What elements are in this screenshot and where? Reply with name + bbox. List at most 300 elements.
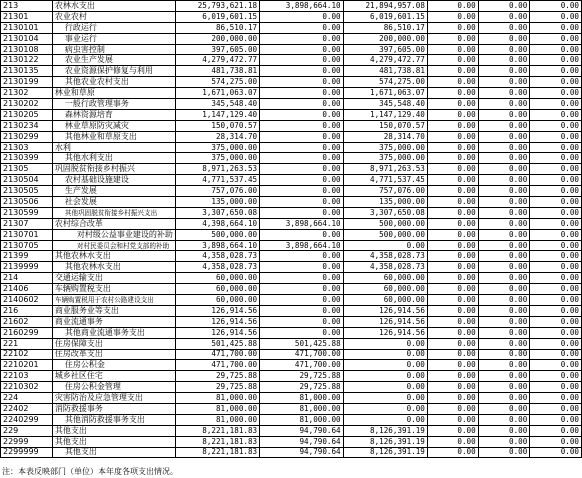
amount-cell: 0.00 <box>478 142 530 153</box>
subject-name-cell: 车辆购置税支出 <box>52 284 175 295</box>
amount-cell: 4,358,028.73 <box>343 262 427 273</box>
amount-cell: 8,126,391.19 <box>343 436 427 447</box>
table-row <box>1 327 582 338</box>
amount-cell: 0.00 <box>260 33 344 44</box>
amount-cell: 81,000.00 <box>175 393 259 404</box>
amount-cell: 8,221,181.83 <box>175 425 259 436</box>
amount-cell: 0.00 <box>478 197 530 208</box>
amount-cell: 375,000.00 <box>175 142 259 153</box>
amount-cell: 0.00 <box>478 175 530 186</box>
amount-cell: 0.00 <box>343 393 427 404</box>
amount-cell: 0.00 <box>260 295 344 306</box>
amount-cell: 21,894,957.08 <box>343 1 427 12</box>
amount-cell: 0.00 <box>478 349 530 360</box>
amount-cell: 0.00 <box>478 77 530 88</box>
amount-cell: 126,914.56 <box>175 305 259 316</box>
subject-code-cell: 2130701 <box>1 229 53 240</box>
amount-cell: 0.00 <box>478 436 530 447</box>
amount-cell: 0.00 <box>478 55 530 66</box>
subject-name-cell: 林业和草原 <box>52 88 175 99</box>
amount-cell: 8,126,391.19 <box>343 425 427 436</box>
subject-code-cell: 2130205 <box>1 109 53 120</box>
amount-cell: 0.00 <box>530 229 582 240</box>
amount-cell: 126,914.56 <box>343 316 427 327</box>
table-row <box>1 1 582 12</box>
table-footnote: 注：本表反映部门（单位）本年度各项支出情况。 <box>2 467 178 476</box>
amount-cell: 8,221,181.83 <box>175 436 259 447</box>
amount-cell: 150,070.57 <box>343 120 427 131</box>
amount-cell: 81,000.00 <box>260 414 344 425</box>
amount-cell: 471,700.00 <box>175 349 259 360</box>
subject-name-cell: 其他农林水支出 <box>52 262 175 273</box>
table-row <box>1 436 582 447</box>
amount-cell: 0.00 <box>427 229 478 240</box>
amount-cell: 94,790.64 <box>260 436 344 447</box>
amount-cell: 471,700.00 <box>175 360 259 371</box>
table-row <box>1 371 582 382</box>
amount-cell: 6,019,601.15 <box>343 11 427 22</box>
amount-cell: 0.00 <box>478 153 530 164</box>
subject-code-cell: 2130506 <box>1 197 53 208</box>
amount-cell: 0.00 <box>478 44 530 55</box>
amount-cell: 0.00 <box>427 360 478 371</box>
amount-cell: 0.00 <box>478 22 530 33</box>
subject-code-cell: 2210201 <box>1 360 53 371</box>
amount-cell: 0.00 <box>530 316 582 327</box>
table-row <box>1 77 582 88</box>
amount-cell: 4,771,537.45 <box>175 175 259 186</box>
amount-cell: 0.00 <box>427 164 478 175</box>
amount-cell: 0.00 <box>530 175 582 186</box>
amount-cell: 0.00 <box>530 88 582 99</box>
amount-cell: 0.00 <box>530 403 582 414</box>
amount-cell: 0.00 <box>260 22 344 33</box>
amount-cell: 126,914.56 <box>175 316 259 327</box>
amount-cell: 0.00 <box>427 327 478 338</box>
subject-name-cell: 病虫害控制 <box>52 44 175 55</box>
amount-cell: 0.00 <box>427 55 478 66</box>
subject-code-cell: 21303 <box>1 142 53 153</box>
subject-name-cell: 住房改革支出 <box>52 349 175 360</box>
amount-cell: 0.00 <box>530 186 582 197</box>
amount-cell: 0.00 <box>260 109 344 120</box>
table-row <box>1 207 582 218</box>
subject-code-cell: 2130705 <box>1 240 53 251</box>
amount-cell: 60,000.00 <box>175 273 259 284</box>
amount-cell: 0.00 <box>478 360 530 371</box>
amount-cell: 0.00 <box>530 33 582 44</box>
table-row <box>1 109 582 120</box>
amount-cell: 0.00 <box>260 186 344 197</box>
subject-name-cell: 其他消防救援事务支出 <box>52 414 175 425</box>
amount-cell: 0.00 <box>478 251 530 262</box>
subject-code-cell: 21301 <box>1 11 53 22</box>
amount-cell: 0.00 <box>530 1 582 12</box>
amount-cell: 0.00 <box>530 382 582 393</box>
amount-cell: 0.00 <box>478 229 530 240</box>
amount-cell: 0.00 <box>427 414 478 425</box>
table-body <box>1 1 582 458</box>
amount-cell: 1,147,129.40 <box>175 109 259 120</box>
table-row <box>1 22 582 33</box>
table-row <box>1 175 582 186</box>
amount-cell: 0.00 <box>343 371 427 382</box>
subject-name-cell: 住房公积金 <box>52 360 175 371</box>
amount-cell: 0.00 <box>478 403 530 414</box>
amount-cell: 3,898,664.10 <box>260 1 344 12</box>
table-row <box>1 44 582 55</box>
amount-cell: 3,898,664.10 <box>175 240 259 251</box>
subject-code-cell: 22102 <box>1 349 53 360</box>
amount-cell: 0.00 <box>260 327 344 338</box>
amount-cell: 0.00 <box>427 295 478 306</box>
subject-name-cell: 社会发展 <box>52 197 175 208</box>
subject-code-cell: 21302 <box>1 88 53 99</box>
amount-cell: 0.00 <box>427 207 478 218</box>
amount-cell: 0.00 <box>478 284 530 295</box>
amount-cell: 375,000.00 <box>343 142 427 153</box>
amount-cell: 126,914.56 <box>175 327 259 338</box>
amount-cell: 0.00 <box>260 164 344 175</box>
amount-cell: 0.00 <box>478 393 530 404</box>
amount-cell: 0.00 <box>478 371 530 382</box>
amount-cell: 0.00 <box>260 316 344 327</box>
subject-name-cell: 其他支出 <box>52 436 175 447</box>
subject-name-cell: 灾害防治及应急管理支出 <box>52 393 175 404</box>
subject-code-cell: 2130599 <box>1 207 53 218</box>
amount-cell: 0.00 <box>260 99 344 110</box>
subject-code-cell: 2130202 <box>1 99 53 110</box>
amount-cell: 25,793,621.18 <box>175 1 259 12</box>
amount-cell: 126,914.56 <box>343 305 427 316</box>
table-row <box>1 131 582 142</box>
amount-cell: 0.00 <box>260 77 344 88</box>
subject-code-cell: 2130399 <box>1 153 53 164</box>
amount-cell: 0.00 <box>260 55 344 66</box>
amount-cell: 8,971,263.53 <box>175 164 259 175</box>
subject-name-cell: 对村级公益事业建设的补助 <box>52 229 175 240</box>
subject-name-cell: 森林资源培育 <box>52 109 175 120</box>
amount-cell: 0.00 <box>530 284 582 295</box>
amount-cell: 86,510.17 <box>175 22 259 33</box>
table-row <box>1 153 582 164</box>
table-row <box>1 142 582 153</box>
amount-cell: 574,275.00 <box>175 77 259 88</box>
table-row <box>1 251 582 262</box>
amount-cell: 0.00 <box>260 284 344 295</box>
amount-cell: 0.00 <box>260 44 344 55</box>
amount-cell: 0.00 <box>530 338 582 349</box>
amount-cell: 29,725.88 <box>175 371 259 382</box>
amount-cell: 0.00 <box>530 327 582 338</box>
amount-cell: 500,000.00 <box>343 229 427 240</box>
table-row <box>1 393 582 404</box>
subject-code-cell: 2130101 <box>1 22 53 33</box>
table-row <box>1 349 582 360</box>
amount-cell: 81,000.00 <box>175 414 259 425</box>
amount-cell: 6,019,601.15 <box>175 11 259 22</box>
amount-cell: 4,771,537.45 <box>343 175 427 186</box>
amount-cell: 0.00 <box>343 360 427 371</box>
subject-code-cell: 2240299 <box>1 414 53 425</box>
table-row <box>1 284 582 295</box>
amount-cell: 4,279,472.77 <box>175 55 259 66</box>
subject-name-cell: 其他巩固脱贫衔接乡村振兴支出 <box>52 207 175 218</box>
amount-cell: 375,000.00 <box>343 153 427 164</box>
table-row <box>1 447 582 458</box>
amount-cell: 0.00 <box>260 142 344 153</box>
amount-cell: 0.00 <box>530 207 582 218</box>
table-row <box>1 425 582 436</box>
amount-cell: 0.00 <box>343 403 427 414</box>
amount-cell: 0.00 <box>427 218 478 229</box>
amount-cell: 0.00 <box>530 164 582 175</box>
amount-cell: 0.00 <box>530 142 582 153</box>
amount-cell: 94,790.64 <box>260 447 344 458</box>
amount-cell: 0.00 <box>427 436 478 447</box>
amount-cell: 0.00 <box>478 240 530 251</box>
subject-name-cell: 一般行政管理事务 <box>52 99 175 110</box>
amount-cell: 345,548.40 <box>343 99 427 110</box>
amount-cell: 0.00 <box>427 153 478 164</box>
amount-cell: 0.00 <box>427 251 478 262</box>
amount-cell: 0.00 <box>260 11 344 22</box>
amount-cell: 200,000.00 <box>343 33 427 44</box>
amount-cell: 0.00 <box>530 197 582 208</box>
amount-cell: 0.00 <box>260 207 344 218</box>
amount-cell: 0.00 <box>427 262 478 273</box>
subject-name-cell: 农村基础设施建设 <box>52 175 175 186</box>
amount-cell: 471,700.00 <box>260 349 344 360</box>
amount-cell: 0.00 <box>478 88 530 99</box>
amount-cell: 0.00 <box>260 131 344 142</box>
table-row <box>1 414 582 425</box>
subject-code-cell: 221 <box>1 338 53 349</box>
amount-cell: 28,314.70 <box>175 131 259 142</box>
amount-cell: 0.00 <box>530 218 582 229</box>
amount-cell: 60,000.00 <box>175 284 259 295</box>
amount-cell: 0.00 <box>478 207 530 218</box>
amount-cell: 1,671,063.07 <box>343 88 427 99</box>
amount-cell: 0.00 <box>478 295 530 306</box>
subject-code-cell: 22103 <box>1 371 53 382</box>
subject-code-cell: 2130135 <box>1 66 53 77</box>
table-row <box>1 360 582 371</box>
amount-cell: 0.00 <box>427 77 478 88</box>
amount-cell: 757,076.00 <box>175 186 259 197</box>
amount-cell: 150,070.57 <box>175 120 259 131</box>
amount-cell: 0.00 <box>260 262 344 273</box>
subject-code-cell: 21406 <box>1 284 53 295</box>
subject-name-cell: 其他林业和草原支出 <box>52 131 175 142</box>
amount-cell: 0.00 <box>478 99 530 110</box>
amount-cell: 0.00 <box>260 175 344 186</box>
table-row <box>1 33 582 44</box>
subject-name-cell: 林业草原防灾减灾 <box>52 120 175 131</box>
amount-cell: 4,358,028.73 <box>343 251 427 262</box>
amount-cell: 0.00 <box>343 382 427 393</box>
amount-cell: 500,000.00 <box>175 229 259 240</box>
amount-cell: 0.00 <box>530 414 582 425</box>
amount-cell: 0.00 <box>530 305 582 316</box>
subject-code-cell: 2139999 <box>1 262 53 273</box>
amount-cell: 0.00 <box>530 109 582 120</box>
amount-cell: 0.00 <box>260 229 344 240</box>
subject-code-cell: 2130108 <box>1 44 53 55</box>
table-row <box>1 99 582 110</box>
amount-cell: 4,279,472.77 <box>343 55 427 66</box>
amount-cell: 0.00 <box>478 66 530 77</box>
amount-cell: 29,725.88 <box>260 382 344 393</box>
amount-cell: 0.00 <box>427 403 478 414</box>
subject-code-cell: 213 <box>1 1 53 12</box>
subject-code-cell: 216 <box>1 305 53 316</box>
table-row <box>1 273 582 284</box>
amount-cell: 471,700.00 <box>260 360 344 371</box>
amount-cell: 0.00 <box>530 295 582 306</box>
amount-cell: 0.00 <box>427 393 478 404</box>
table-row <box>1 55 582 66</box>
amount-cell: 0.00 <box>427 120 478 131</box>
amount-cell: 0.00 <box>478 11 530 22</box>
subject-code-cell: 224 <box>1 393 53 404</box>
subject-name-cell: 商业流通事务 <box>52 316 175 327</box>
amount-cell: 0.00 <box>427 109 478 120</box>
subject-name-cell: 其他农林水支出 <box>52 251 175 262</box>
amount-cell: 8,126,391.19 <box>343 447 427 458</box>
amount-cell: 0.00 <box>260 251 344 262</box>
amount-cell: 0.00 <box>478 338 530 349</box>
subject-code-cell: 2130234 <box>1 120 53 131</box>
subject-name-cell: 消防救援事务 <box>52 403 175 414</box>
table-row <box>1 218 582 229</box>
amount-cell: 0.00 <box>343 414 427 425</box>
subject-name-cell: 商业服务业等支出 <box>52 305 175 316</box>
amount-cell: 60,000.00 <box>343 273 427 284</box>
subject-code-cell: 22402 <box>1 403 53 414</box>
table-row <box>1 120 582 131</box>
amount-cell: 0.00 <box>427 11 478 22</box>
subject-name-cell: 其他支出 <box>52 425 175 436</box>
amount-cell: 0.00 <box>260 273 344 284</box>
amount-cell: 3,898,664.10 <box>260 218 344 229</box>
subject-code-cell: 229 <box>1 425 53 436</box>
amount-cell: 3,307,650.08 <box>343 207 427 218</box>
subject-code-cell: 2130299 <box>1 131 53 142</box>
amount-cell: 0.00 <box>530 447 582 458</box>
amount-cell: 397,605.00 <box>175 44 259 55</box>
amount-cell: 3,307,650.08 <box>175 207 259 218</box>
amount-cell: 0.00 <box>478 120 530 131</box>
amount-cell: 0.00 <box>530 55 582 66</box>
table-row <box>1 164 582 175</box>
subject-name-cell: 其他支出 <box>52 447 175 458</box>
subject-code-cell: 2130505 <box>1 186 53 197</box>
subject-name-cell: 其他商业流通事务支出 <box>52 327 175 338</box>
subject-code-cell: 22999 <box>1 436 53 447</box>
amount-cell: 0.00 <box>343 338 427 349</box>
subject-code-cell: 2130122 <box>1 55 53 66</box>
subject-name-cell: 其他水利支出 <box>52 153 175 164</box>
subject-name-cell: 生产发展 <box>52 186 175 197</box>
amount-cell: 0.00 <box>427 1 478 12</box>
amount-cell: 0.00 <box>478 305 530 316</box>
amount-cell: 0.00 <box>478 1 530 12</box>
table-row <box>1 197 582 208</box>
amount-cell: 94,790.64 <box>260 425 344 436</box>
amount-cell: 4,358,028.73 <box>175 251 259 262</box>
amount-cell: 397,605.00 <box>343 44 427 55</box>
subject-code-cell: 21399 <box>1 251 53 262</box>
amount-cell: 126,914.56 <box>343 327 427 338</box>
amount-cell: 0.00 <box>478 33 530 44</box>
amount-cell: 0.00 <box>343 240 427 251</box>
subject-code-cell: 2130199 <box>1 77 53 88</box>
amount-cell: 0.00 <box>478 164 530 175</box>
table-row <box>1 66 582 77</box>
amount-cell: 0.00 <box>427 22 478 33</box>
subject-code-cell: 21305 <box>1 164 53 175</box>
amount-cell: 0.00 <box>530 153 582 164</box>
subject-name-cell: 事业运行 <box>52 33 175 44</box>
amount-cell: 28,314.70 <box>343 131 427 142</box>
amount-cell: 0.00 <box>427 88 478 99</box>
amount-cell: 60,000.00 <box>343 295 427 306</box>
amount-cell: 81,000.00 <box>260 403 344 414</box>
amount-cell: 0.00 <box>530 393 582 404</box>
amount-cell: 0.00 <box>530 349 582 360</box>
subject-name-cell: 城乡社区住宅 <box>52 371 175 382</box>
subject-name-cell: 交通运输支出 <box>52 273 175 284</box>
amount-cell: 0.00 <box>343 349 427 360</box>
subject-name-cell: 车辆购置税用于农村公路建设支出 <box>52 295 175 306</box>
amount-cell: 0.00 <box>478 186 530 197</box>
subject-name-cell: 巩固脱贫衔接乡村振兴 <box>52 164 175 175</box>
subject-code-cell: 214 <box>1 273 53 284</box>
subject-code-cell: 21602 <box>1 316 53 327</box>
amount-cell: 200,000.00 <box>175 33 259 44</box>
amount-cell: 0.00 <box>427 447 478 458</box>
table-row <box>1 262 582 273</box>
table-row <box>1 305 582 316</box>
amount-cell: 0.00 <box>530 371 582 382</box>
amount-cell: 574,275.00 <box>343 77 427 88</box>
amount-cell: 0.00 <box>530 262 582 273</box>
amount-cell: 0.00 <box>427 99 478 110</box>
table-row <box>1 382 582 393</box>
subject-name-cell: 农林水支出 <box>52 1 175 12</box>
subject-code-cell: 21307 <box>1 218 53 229</box>
table-row <box>1 88 582 99</box>
table-row <box>1 295 582 306</box>
table-row <box>1 403 582 414</box>
amount-cell: 4,398,664.10 <box>175 218 259 229</box>
amount-cell: 1,147,129.40 <box>343 109 427 120</box>
subject-name-cell: 行政运行 <box>52 22 175 33</box>
subject-code-cell: 2130104 <box>1 33 53 44</box>
amount-cell: 4,358,028.73 <box>175 262 259 273</box>
amount-cell: 0.00 <box>427 175 478 186</box>
amount-cell: 0.00 <box>427 425 478 436</box>
subject-code-cell: 2140602 <box>1 295 53 306</box>
amount-cell: 0.00 <box>478 414 530 425</box>
amount-cell: 0.00 <box>530 360 582 371</box>
amount-cell: 0.00 <box>427 240 478 251</box>
amount-cell: 501,425.88 <box>175 338 259 349</box>
amount-cell: 0.00 <box>260 197 344 208</box>
subject-name-cell: 农业生产发展 <box>52 55 175 66</box>
amount-cell: 0.00 <box>530 11 582 22</box>
